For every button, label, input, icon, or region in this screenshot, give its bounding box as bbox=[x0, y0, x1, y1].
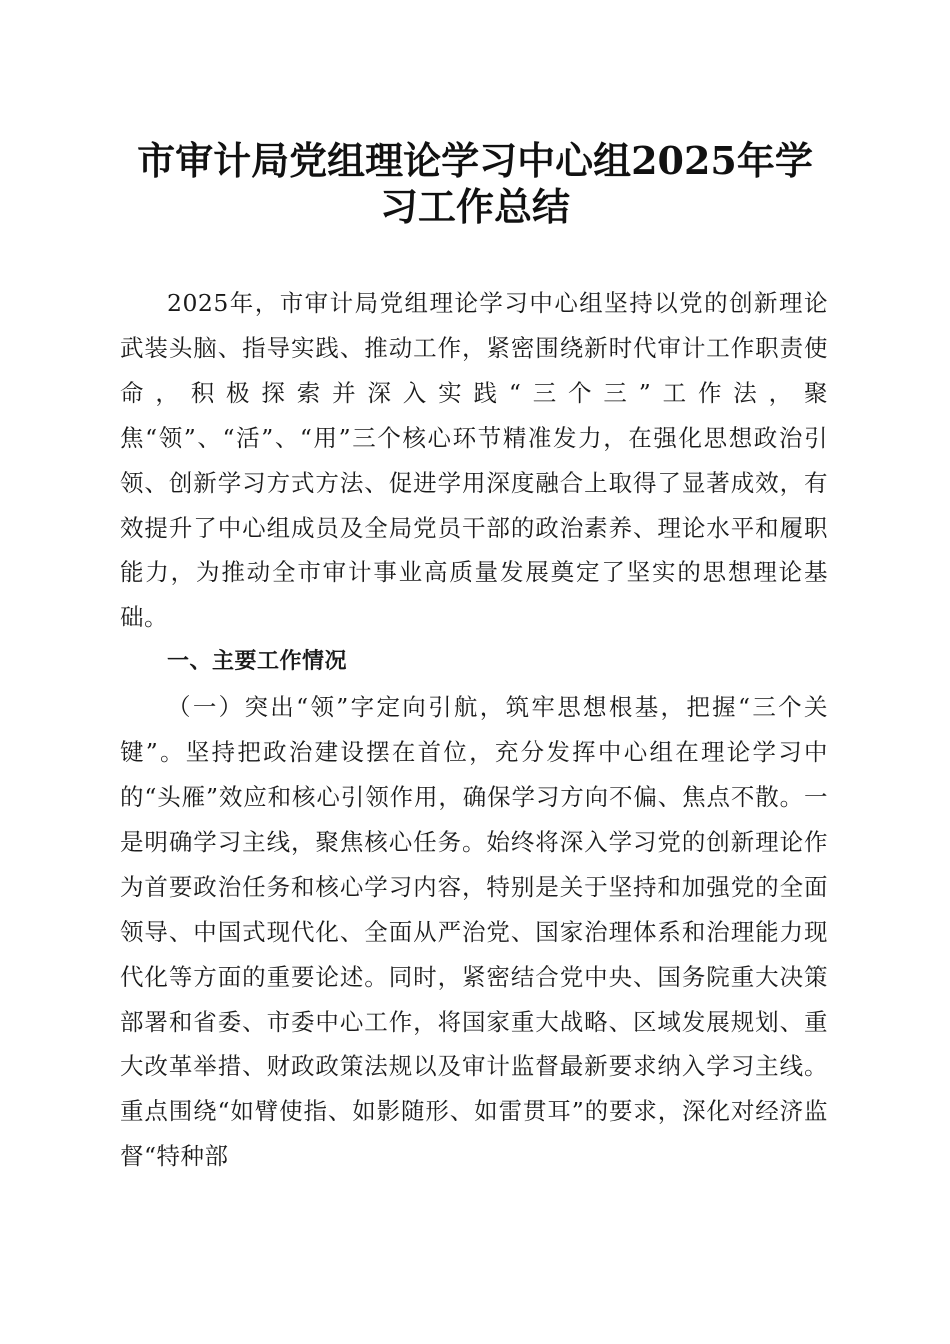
subsection-paragraph bbox=[120, 685, 828, 1179]
document-body bbox=[120, 281, 828, 1179]
document-title: 市审计局党组理论学习中心组2025年学习工作总结 bbox=[137, 138, 813, 229]
section-heading: 一、主要工作情况 bbox=[167, 649, 348, 675]
subsection-lead: （一）突出“领”字定向引航，筑牢思想根基，把握“三个关键”。 bbox=[120, 693, 828, 767]
intro-paragraph: 2025年，市审计局党组理论学习中心组坚持以党的创新理论武装头脑、指导实践、推动工作，紧密围绕新时代审计工作职责使命，积极探索并深入实践“三个三”工作法，聚焦“领”、“活”、“用”三个核心环节精准发力，在强化思想政治引领、创新学习方式方法、促进学用深度融合上取得了显著成效，有效提升了中心组成员及全局党员干部的政治素养、理论水平和履职能力，为推动全市审计事业高质量发展奠定了坚实的思想理论基础。 bbox=[120, 289, 828, 632]
subsection-text: 坚持把政治建设摆在首位，充分发挥中心组在理论学习中的“头雁”效应和核心引领作用，确保学习方向不偏、焦点不散。一是明确学习主线，聚焦核心任务。始终将深入学习党的创新理论作为首要政治任务和核心学习内容，特别是关于坚持和加强党的全面领导、中国式现代化、全面从严治党、国家治理体系和治理能力现代化等方面的重要论述。同时，紧密结合党中央、国务院重大决策部署和省委、市委中心工作，将国家重大战略、区域发展规划、重大改革举措、财政政策法规以及审计监督最新要求纳入学习主线。重点围绕“如臂使指、如影随形、如雷贯耳”的要求，深化对经济监督“特种部 bbox=[120, 738, 829, 1171]
